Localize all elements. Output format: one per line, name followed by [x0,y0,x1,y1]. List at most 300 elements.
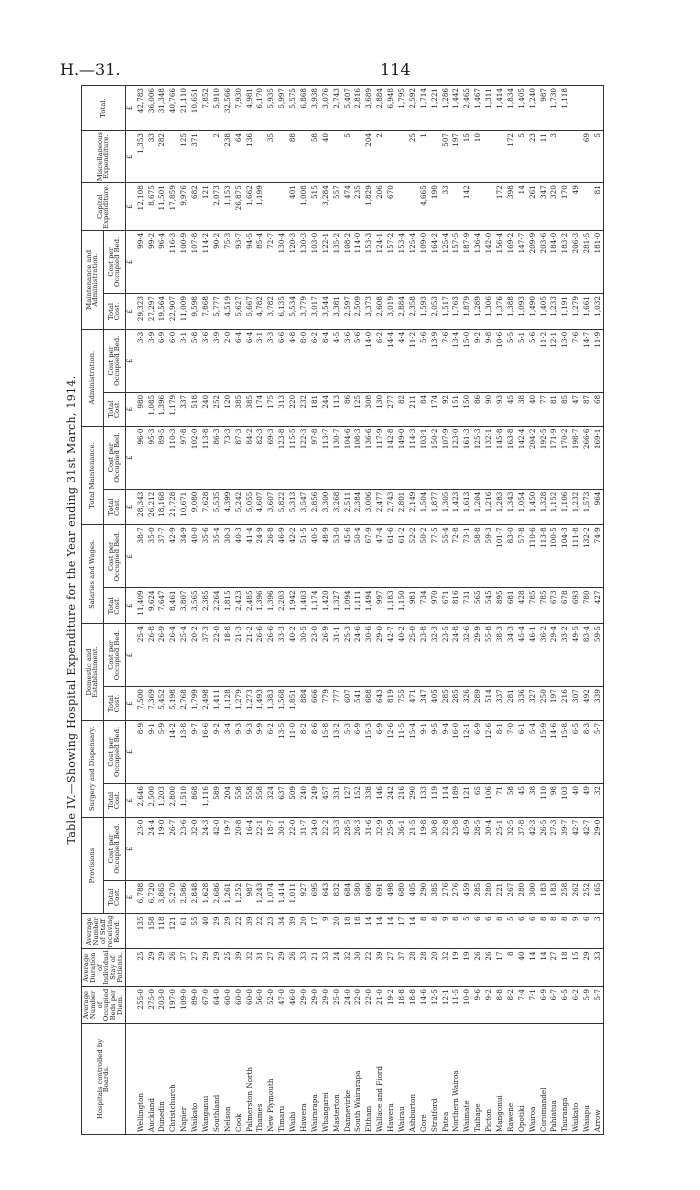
table-cell [298,131,309,183]
table-cell: 280 [483,880,494,914]
table-cell: 9·3 [233,720,244,783]
table-cell [255,131,266,183]
table-cell: 60·0 [244,987,255,1024]
table-cell: 4,399 [222,489,233,525]
table-cell: 8,675 [146,183,157,231]
table-row [462,86,473,1135]
table-cell: 5,198 [167,687,178,721]
table-cell [396,131,407,183]
table-cell: 1,273 [244,687,255,721]
table-cell: 92 [440,392,451,426]
table-cell: 327 [527,687,538,721]
table-cell: 9,624 [146,588,157,624]
table-cell: 26·4 [167,624,178,687]
table-cell: 6,948 [385,86,396,131]
table-cell: 6·9 [538,987,549,1024]
table-cell: 2,477 [374,489,385,525]
table-cell: 13·5 [276,720,287,783]
table-cell: 5,270 [167,880,178,914]
table-cell: 19·2 [385,987,396,1024]
table-cell: 252 [581,880,592,914]
table-cell: 242 [385,784,396,818]
document-reference: H.—31. [60,60,121,79]
table-cell: 8 [560,914,571,949]
table-cell: 2,800 [167,784,178,818]
table-cell: 2,264 [211,588,222,624]
table-cell: 1,411 [211,687,222,721]
table-cell: 1 [418,131,429,183]
table-cell: 69·3 [265,426,276,489]
table-cell: 8·0 [298,329,309,392]
table-cell: 26·9 [320,624,331,687]
table-cell: 36,006 [146,86,157,131]
table-cell: 132·1 [483,426,494,489]
table-cell: 262 [570,880,581,914]
table-cell: 4,665 [418,183,429,231]
table-cell: 174 [255,392,266,426]
table-cell: 58 [505,784,516,818]
table-cell: 216 [396,784,407,818]
table-cell: 27 [549,949,560,987]
table-cell: 3,300 [320,489,331,525]
table-cell: 42·7 [581,817,592,880]
table-row [581,86,592,1135]
table-cell: 38·7 [135,525,146,588]
table-cell: 125·4 [440,230,451,293]
table-cell: 10,651 [189,86,200,131]
table-cell: 5 [516,131,527,183]
table-cell: 29 [146,949,157,987]
table-cell: 7,500 [135,687,146,721]
table-cell: 28,343 [135,489,146,525]
table-row [353,86,364,1135]
table-cell: 39·7 [560,817,571,880]
table-cell: 405 [407,880,418,914]
table-cell: 149·0 [396,426,407,489]
table-cell: 1,396 [157,392,168,426]
table-cell: 17 [309,914,320,949]
table-cell: 1,106 [560,489,571,525]
table-cell: 5·9 [581,987,592,1024]
table-cell: 72·7 [265,230,276,293]
table-row [276,86,287,1135]
table-cell [581,183,592,231]
table-cell: 46·1 [527,624,538,687]
table-cell: 6·9 [472,720,483,783]
table-cell: 30·1 [276,817,287,880]
table-cell: 2,856 [309,489,320,525]
table-cell: 65 [472,784,483,818]
table-cell: 30·3 [222,525,233,588]
table-cell: 220 [287,392,298,426]
table-cell: 35·4 [211,525,222,588]
table-cell [483,131,494,183]
table-cell: 5,313 [287,489,298,525]
table-cell: 9·8 [483,329,494,392]
table-cell: 1,661 [581,294,592,330]
table-cell: 42·2 [287,525,298,588]
table-cell: 7,628 [200,489,211,525]
table-cell: 1,118 [560,86,571,131]
table-cell: 25 [407,131,418,183]
table-cell: 276 [451,880,462,914]
table-cell: 607 [342,687,353,721]
table-cell: 67·0 [200,987,211,1024]
table-cell: 33 [146,131,157,183]
table-cell: 25 [222,949,233,987]
table-cell: 14·0 [363,329,374,392]
table-cell: 33 [320,949,331,987]
table-cell: 964 [592,489,603,525]
table-cell: 49 [581,784,592,818]
table-cell: 216 [560,687,571,721]
table-cell: 7·6 [440,329,451,392]
table-cell: 2,686 [211,880,222,914]
table-cell: 94·5 [244,230,255,293]
table-cell: 133 [418,784,429,818]
col-beds: Average Number of Occupied Beds per Diem. [82,987,126,1024]
unit-cell: £ [125,294,135,330]
hospital-name: Wellington [135,1024,146,1135]
table-cell: 1,414 [276,880,287,914]
table-cell: 3,373 [363,294,374,330]
table-cell: 1,327 [331,588,342,624]
table-cell: 1,714 [418,86,429,131]
table-row [538,86,549,1135]
table-cell: 77·5 [429,525,440,588]
table-cell: 42·9 [167,525,178,588]
table-cell: 3·3 [135,329,146,392]
table-cell: 12·1 [462,720,473,783]
table-cell: 90 [483,392,494,426]
table-cell: 37·7 [157,525,168,588]
table-cell: 100·5 [549,525,560,588]
table-cell: 45·6 [342,525,353,588]
table-cell: 97·8 [178,426,189,489]
table-cell: 26·8 [265,525,276,588]
hospital-name: Napier [178,1024,189,1135]
table-row [385,86,396,1135]
table-cell: 5·6 [353,329,364,392]
table-cell: 884 [298,687,309,721]
table-cell: 203·6 [538,230,549,293]
table-cell: 18,168 [157,489,168,525]
table-cell: 6 [472,914,483,949]
table-cell: 6 [581,914,592,949]
table-cell: 6·2 [265,720,276,783]
table-cell: 26 [472,949,483,987]
table-cell: 680 [396,880,407,914]
table-cell: 2,646 [135,784,146,818]
subcol-cost-per-bed: Cost per Occupied Bed. [103,624,125,687]
table-cell: 987 [244,880,255,914]
table-cell: 589 [211,784,222,818]
table-cell: 670 [385,183,396,231]
table-cell: 107·9 [440,426,451,489]
table-cell: 780 [581,588,592,624]
table-cell: 22·0 [353,987,364,1024]
table-cell: 130·4 [276,230,287,293]
table-cell: 15·4 [407,720,418,783]
table-cell: 42·7 [570,817,581,880]
unit-cell: £ [125,230,135,293]
table-cell: 1,054 [516,489,527,525]
table-cell: 87 [581,392,592,426]
table-cell: 22 [233,914,244,949]
hospital-name: Pahiatua [549,1024,560,1135]
table-cell: 35 [265,131,276,183]
table-cell: 6,170 [255,86,266,131]
table-cell: 6 [527,914,538,949]
table-cell: 136·4 [472,230,483,293]
table-cell: 8 [429,914,440,949]
table-cell: 52·2 [407,525,418,588]
hospital-name: South Wairarapa [353,1024,364,1135]
col-capital: Capital Expenditure. [82,183,126,231]
table-cell: 22·8 [440,817,451,880]
table-cell: 127 [342,784,353,818]
table-cell: 1,851 [287,687,298,721]
table-cell: 107·8 [189,230,200,293]
table-row [472,86,483,1135]
table-cell: 15·0 [462,329,473,392]
table-row [309,86,320,1135]
table-cell: 558 [255,784,266,818]
table-cell: 1,815 [222,588,233,624]
table-cell: 30·6 [363,624,374,687]
table-cell: 24·9 [255,525,266,588]
table-cell: 25·1 [494,817,505,880]
table-cell: 30·4 [483,817,494,880]
table-cell [407,183,418,231]
table-cell: 1,153 [222,183,233,231]
table-cell: 21 [309,949,320,987]
table-cell: 110·3 [167,426,178,489]
table-cell: 3,006 [363,489,374,525]
table-cell: 1,799 [189,687,200,721]
table-cell: 785 [538,588,549,624]
table-cell: 673 [549,588,560,624]
table-cell: 7·4 [516,987,527,1024]
table-cell: 290 [418,880,429,914]
table-cell: 15·3 [363,720,374,783]
hospital-name: Stratford [429,1024,440,1135]
table-cell: 7·0 [505,720,516,783]
table-cell: 1,396 [255,588,266,624]
table-cell: 36·2 [538,624,549,687]
table-row [178,86,189,1135]
table-cell: 5,535 [211,489,222,525]
table-cell: 32·5 [505,817,516,880]
table-cell: 1,510 [178,784,189,818]
table-cell: 206·3 [570,230,581,293]
table-cell: 86·3 [211,426,222,489]
table-cell: 24·8 [451,624,462,687]
table-cell: 1,011 [287,880,298,914]
table-cell: 10 [472,131,483,183]
hospital-name: Mangonui [494,1024,505,1135]
table-cell: 28·5 [472,817,483,880]
table-cell: 97·8 [309,426,320,489]
table-cell: 113 [331,392,342,426]
table-cell: 34 [276,914,287,949]
table-cell: 258 [560,880,571,914]
table-cell: 22·0 [363,987,374,1024]
table-cell: 67·9 [363,525,374,588]
table-cell: 1,628 [200,880,211,914]
table-row [549,86,560,1135]
table-cell: 18·8 [407,987,418,1024]
table-cell: 2,203 [276,588,287,624]
table-cell: 115·5 [287,426,298,489]
table-cell: 33 [298,949,309,987]
table-cell: 29·0 [320,987,331,1024]
table-cell: 5,452 [157,687,168,721]
table-cell: 31 [255,949,266,987]
table-cell: 385 [429,880,440,914]
table-cell: 385 [233,392,244,426]
table-cell: 868 [189,784,200,818]
table-cell: 3·6 [200,329,211,392]
table-cell: 8 [451,914,462,949]
table-cell: 6·5 [570,720,581,783]
table-row [287,86,298,1135]
table-cell: 1,573 [581,489,592,525]
table-cell: 1,240 [527,86,538,131]
table-cell: 695 [309,880,320,914]
table-cell: 313 [276,392,287,426]
table-cell [396,183,407,231]
table-cell [276,131,287,183]
table-cell: 190 [429,183,440,231]
col-hospital: Hospitals controlled by Boards. [82,1024,126,1135]
table-row [494,86,505,1135]
table-cell: 145·8 [494,426,505,489]
hospital-name: Dunedin [157,1024,168,1135]
table-cell: 29·0 [298,987,309,1024]
table-cell: 96·4 [157,230,168,293]
table-cell [570,131,581,183]
table-cell: 474 [342,183,353,231]
subcol-cost-per-bed: Cost per Occupied Bed. [103,329,125,392]
table-cell: 130 [374,392,385,426]
table-cell: 14·6 [549,720,560,783]
table-cell: 181 [309,392,320,426]
table-cell: 1,442 [451,86,462,131]
table-cell: 5,935 [265,86,276,131]
table-cell: 3,076 [320,86,331,131]
table-cell: 29 [200,949,211,987]
hospital-name: Palmerston North [244,1024,255,1135]
table-cell: 2·0 [222,329,233,392]
table-cell: 14·2 [167,720,178,783]
table-row [418,86,429,1135]
hospital-name: Thames [255,1024,266,1135]
table-cell: 40 [200,914,211,949]
table-cell: 9 [320,914,331,949]
table-cell [353,131,364,183]
table-cell: 11,009 [178,294,189,330]
table-cell: 55·4 [440,525,451,588]
table-row [516,86,527,1135]
table-cell: 6·2 [374,329,385,392]
table-row [298,86,309,1135]
table-cell: 204 [363,131,374,183]
table-cell: 250 [538,687,549,721]
table-cell: 25·9 [385,817,396,880]
table-cell: 2,149 [407,489,418,525]
subcol-cost-per-bed: Cost per Occupied Bed. [103,817,125,880]
table-cell: 684 [342,880,353,914]
hospital-name: Wairau [396,1024,407,1135]
table-cell: 55 [189,914,200,949]
table-cell: 121 [167,914,178,949]
table-cell [494,131,505,183]
table-cell: 282 [157,131,168,183]
table-cell: 122·3 [298,426,309,489]
table-cell: 9,080 [189,489,200,525]
table-cell: 1,420 [320,588,331,624]
table-cell: 74·9 [592,525,603,588]
hospital-name: Dannevirke [342,1024,353,1135]
table-cell: 9 [440,914,451,949]
table-cell: 324 [265,784,276,818]
table-cell: 2,743 [331,86,342,131]
table-cell: 85·4 [255,230,266,293]
table-cell: 20·2 [189,624,200,687]
table-cell: 114 [440,784,451,818]
table-cell: 1,388 [505,294,516,330]
table-cell: 26,875 [233,183,244,231]
table-cell: 5,055 [244,489,255,525]
table-cell: 277 [385,392,396,426]
table-cell: 113·8 [200,426,211,489]
table-cell: 40 [527,392,538,426]
table-cell: 89·0 [189,987,200,1024]
table-cell: 12·1 [549,329,560,392]
subcol-total-cost: Total Cost. [103,687,125,721]
table-cell: 29·0 [309,987,320,1024]
table-cell: 3·9 [146,329,157,392]
hospital-name: Taihape [472,1024,483,1135]
table-cell: 33·3 [331,817,342,880]
table-cell: 8 [505,949,516,987]
table-cell: 3·6 [342,329,353,392]
table-cell: 38 [527,784,538,818]
table-cell: 9·6 [472,987,483,1024]
table-cell: 18 [353,914,364,949]
table-cell: 26·5 [538,817,549,880]
table-cell: 1,243 [255,880,266,914]
table-cell: 2,384 [353,489,364,525]
table-cell: 3,381 [331,294,342,330]
table-cell: 5·8 [189,329,200,392]
table-cell: 87·3 [233,426,244,489]
table-cell: 281 [505,687,516,721]
unit-cell [125,914,135,949]
table-cell: 61 [178,914,189,949]
table-cell: 46·9 [276,525,287,588]
table-cell [451,183,462,231]
table-cell: 558 [233,784,244,818]
table-cell: 5·1 [516,329,527,392]
table-cell: 678 [560,588,571,624]
table-cell: 104·3 [560,525,571,588]
table-cell: 9·7 [189,720,200,783]
table-cell [265,183,276,231]
table-cell: 11·5 [451,987,462,1024]
table-cell: 18·8 [222,624,233,687]
